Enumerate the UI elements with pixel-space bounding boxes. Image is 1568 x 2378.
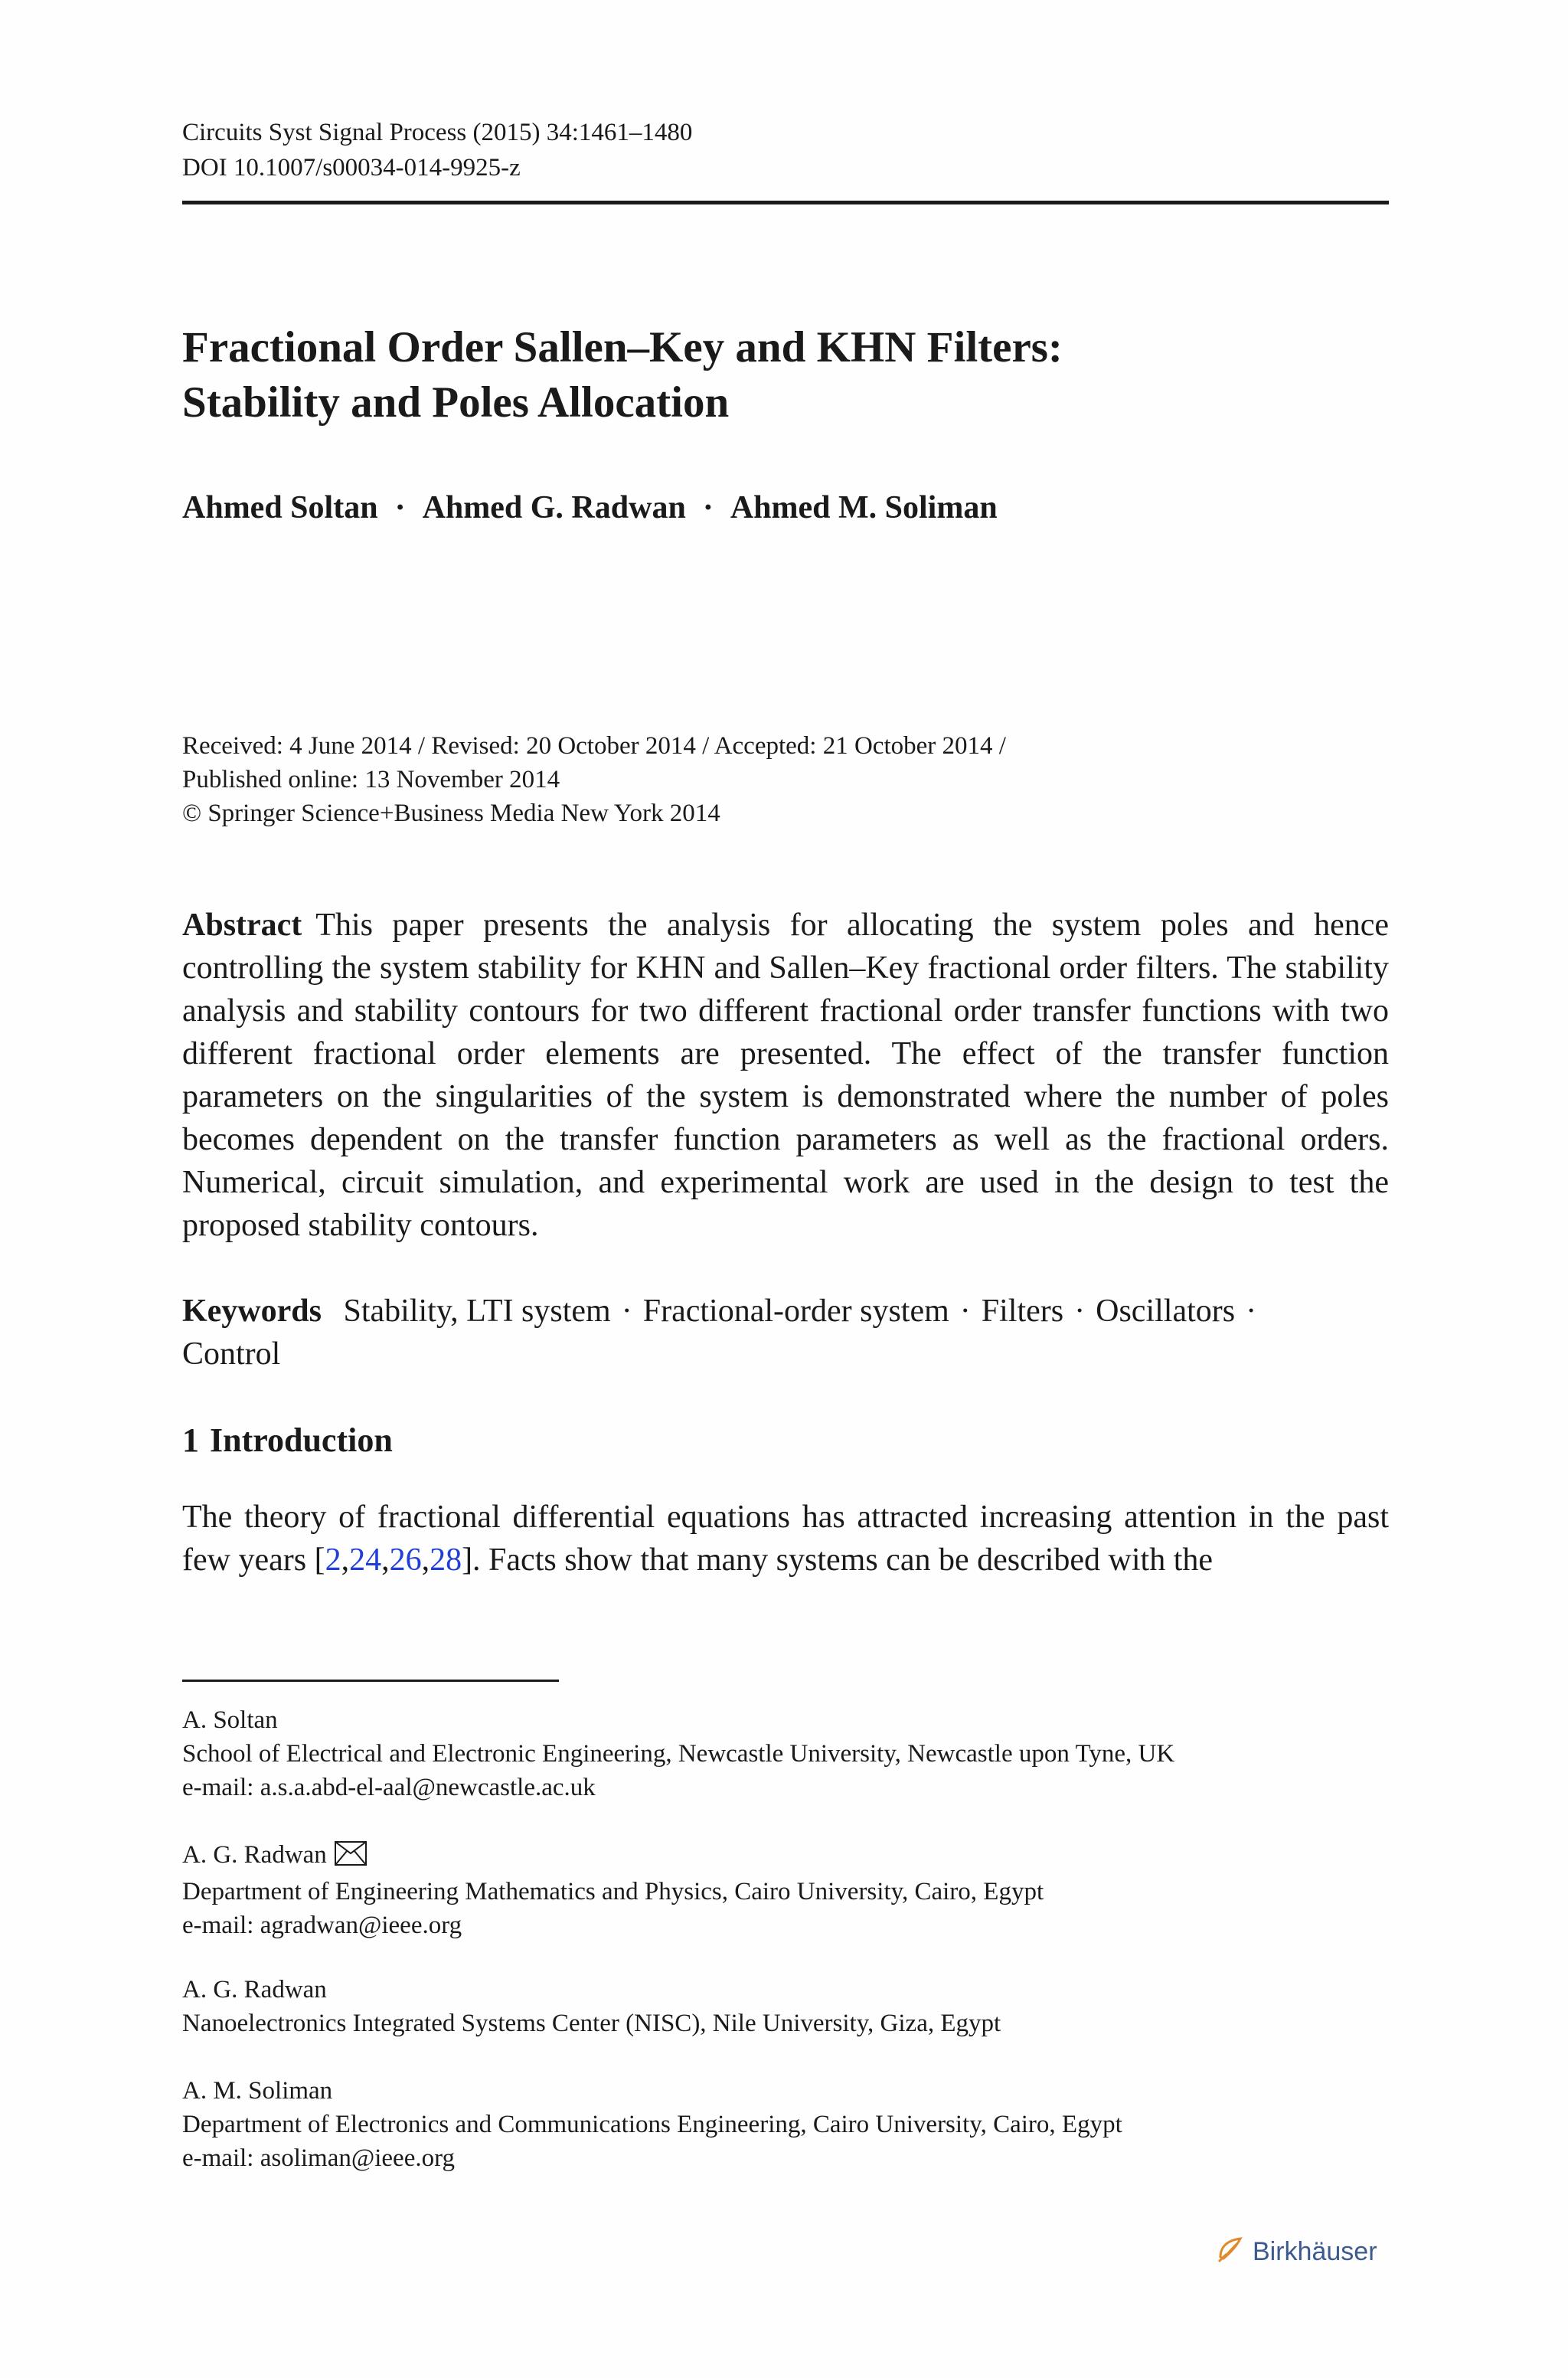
intro-paragraph	[182, 1496, 1389, 1582]
keywords-label: Keywords	[182, 1294, 322, 1329]
affiliation-name: A. M. Soliman	[182, 2077, 333, 2105]
section-number: 1	[182, 1421, 199, 1459]
abstract-label: Abstract	[182, 908, 302, 943]
author-name: Ahmed M. Soliman	[730, 490, 998, 525]
keywords	[182, 1290, 1389, 1375]
affiliation-email[interactable]: e-mail: a.s.a.abd-el-aal@newcastle.ac.uk	[182, 1774, 596, 1801]
affiliation-block	[182, 1973, 1001, 2040]
keyword-separator: ·	[1246, 1294, 1257, 1329]
keyword: Stability, LTI system	[343, 1294, 611, 1329]
dates-line-2: Published online: 13 November 2014	[182, 766, 560, 793]
citation-link[interactable]: 24	[349, 1542, 382, 1578]
author-separator: ·	[394, 490, 406, 525]
keyword-separator: ·	[1074, 1294, 1086, 1329]
journal-header	[182, 115, 692, 185]
keyword: Control	[182, 1336, 281, 1372]
citation-separator: ,	[341, 1542, 350, 1578]
author-separator: ·	[702, 490, 714, 525]
title-line-1: Fractional Order Sallen–Key and KHN Filters:	[182, 323, 1063, 371]
affiliation-email[interactable]: e-mail: agradwan@ieee.org	[182, 1912, 462, 1939]
dates-line-1: Received: 4 June 2014 / Revised: 20 October 2014 / Accepted: 21 October 2014 /	[182, 732, 1006, 760]
affiliation-dept: School of Electrical and Electronic Engineering, Newcastle University, Newcastle upon Tyne, UK	[182, 1740, 1175, 1768]
keyword-separator: ·	[959, 1294, 971, 1329]
author-name: Ahmed G. Radwan	[422, 490, 686, 525]
affiliation-block	[182, 1838, 1044, 1942]
footnote-rule	[182, 1680, 559, 1682]
paper-title	[182, 320, 1063, 430]
affiliation-email[interactable]: e-mail: asoliman@ieee.org	[182, 2144, 455, 2172]
envelope-icon	[335, 1841, 367, 1875]
citation-link[interactable]: 26	[389, 1542, 422, 1578]
citation-link[interactable]: 2	[325, 1542, 341, 1578]
title-line-2: Stability and Poles Allocation	[182, 378, 730, 427]
affiliation-block	[182, 2074, 1122, 2175]
citation-separator: ,	[421, 1542, 430, 1578]
citation-separator: ,	[381, 1542, 390, 1578]
keyword: Fractional-order system	[642, 1294, 949, 1329]
author-list	[182, 486, 998, 529]
author-name: Ahmed Soltan	[182, 490, 378, 525]
affiliation-name: A. Soltan	[182, 1706, 278, 1734]
header-rule	[182, 201, 1389, 204]
doi-line: DOI 10.1007/s00034-014-9925-z	[182, 154, 521, 182]
abstract-text: This paper presents the analysis for allocating the system poles and hence controlling the system stability for KHN and Sallen–Key fractional order filters. The stability analysis and stability contours for two different fractional order transfer functions with two different fractional order elements are presented. The effect of the transfer function parameters on the singularities of the system is demonstrated where the number of poles becomes dependent on the transfer function parameters as well as the fractional orders. Numerical, circuit simulation, and experimental work are used in the design to test the proposed stability contours.	[182, 908, 1389, 1243]
publisher-logo	[1214, 2233, 1377, 2270]
citation-link[interactable]: 28	[430, 1542, 462, 1578]
affiliation-dept: Department of Engineering Mathematics and Physics, Cairo University, Cairo, Egypt	[182, 1878, 1044, 1905]
section-heading	[182, 1419, 393, 1462]
copyright-line: © Springer Science+Business Media New York 2014	[182, 800, 720, 827]
journal-citation: Circuits Syst Signal Process (2015) 34:1461–1480	[182, 119, 693, 146]
affiliation-block	[182, 1703, 1174, 1804]
keyword: Filters	[981, 1294, 1064, 1329]
keyword: Oscillators	[1096, 1294, 1236, 1329]
birkhauser-logo-icon	[1214, 2234, 1246, 2270]
publisher-name: Birkhäuser	[1253, 2236, 1377, 2266]
affiliation-dept: Nanoelectronics Integrated Systems Center (NISC), Nile University, Giza, Egypt	[182, 2010, 1001, 2037]
affiliation-name: A. G. Radwan	[182, 1976, 327, 2003]
section-title: Introduction	[210, 1421, 393, 1459]
publication-dates	[182, 729, 1006, 830]
intro-text: The theory of fractional differential equations has attracted increasing attention in the past few years [	[182, 1500, 1389, 1578]
abstract	[182, 904, 1389, 1247]
affiliation-dept: Department of Electronics and Communications Engineering, Cairo University, Cairo, Egypt	[182, 2111, 1122, 2138]
keyword-separator: ·	[621, 1294, 632, 1329]
affiliation-name: A. G. Radwan	[182, 1841, 327, 1869]
intro-text: ]. Facts show that many systems can be described with the	[462, 1542, 1214, 1578]
